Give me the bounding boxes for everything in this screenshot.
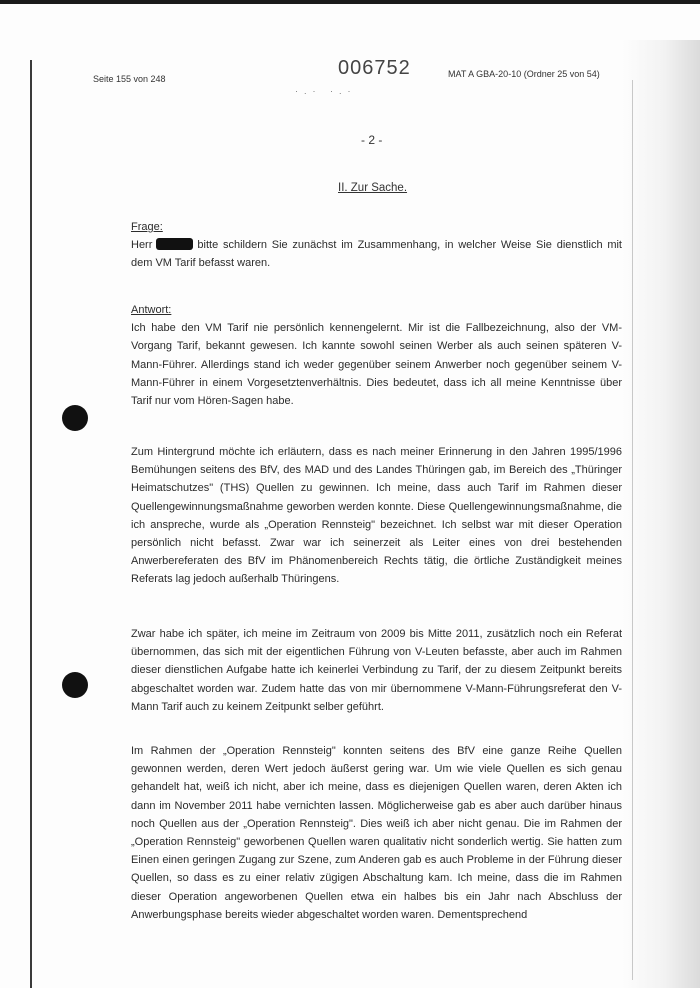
question-block <box>131 218 622 273</box>
paragraph-text: Im Rahmen der „Operation Rennsteig" konnten seitens des BfV eine ganze Reihe Quellen gewonnen werden, deren Wert jedoch äußerst gering war. Um wie viele Quellen es sich genau gehandelt hat, weiß ich nicht, aber ich meine, dass es diejenigen Quellen waren, deren Akten ich dann im November 2011 habe vernichten lassen. Möglicherweise gab es aber auch darüber hinaus noch Quellen aus der „Operation Rennsteig". Dies weiß ich aber nicht genau. Die im Rahmen der „Operation Rennsteig" geworbenen Quellen waren qualitativ nicht sonderlich wertig. Sie hatten zum Einen einen geringen Zugang zur Szene, zum Anderen gab es auch Probleme in der Führung dieser Quellen, so dass es zu einer relativ zügigen Abschaltung kam. Ich meine, dass die im Rahmen dieser Operation angeworbenen Quellen etwa ein halbes bis ein Jahr nach Abschluss der Anwerbungsphase bereits wieder abgeschaltet worden waren. Dementsprechend <box>131 745 622 921</box>
archive-reference: MAT A GBA-20-10 (Ordner 25 von 54) <box>448 69 600 79</box>
page-marker: - 2 - <box>361 133 383 147</box>
section-title-text: II. Zur Sache. <box>338 182 408 194</box>
punch-hole-lower <box>62 672 88 698</box>
section-title <box>338 182 407 194</box>
document-number: 006752 <box>338 57 411 79</box>
answer-block <box>131 301 622 410</box>
question-text-before: Herr <box>131 239 153 252</box>
punch-hole-upper <box>62 405 88 431</box>
paragraph-text: Zwar habe ich später, ich meine im Zeitraum von 2009 bis Mitte 2011, zusätzlich noch ein Referat übernommen, das sich mit der eigentlichen Führung von V-Leuten befasste, aber auch im Rahmen dieser dienstlichen Aufgabe hatte ich keinerlei Verbindung zu Tarif, der zu diesem Zeitpunkt bereits abgeschaltet worden war. Zudem hatte das von mir übernommene V-Mann-Führungsreferat den V-Mann Tarif auch zu keinem Zeitpunkt selber geführt. <box>131 628 622 713</box>
question-label: Frage: <box>131 221 163 233</box>
paragraph-text: Zum Hintergrund möchte ich erläutern, dass es nach meiner Erinnerung in den Jahren 1995/1996 Bemühungen seitens des BfV, des MAD und des Landes Thüringen gab, im Bereich des „Thüringer Heimatschutzes" (THS) Quellen zu gewinnen. Ich meine, dass auch Tarif im Rahmen dieser Quellengewinnungsmaßnahme geworben werden konnte. Diese Quellengewinnungsmaßnahme, die ich anspreche, wurde als „Operation Rennsteig" bezeichnet. Ich selbst war mit dieser Operation persönlich nicht befasst. Zwar war ich seinerzeit als Leiter eines von drei bestehenden Anwerbereferaten des BfV im Phänomenbereich Rechts tätig, die örtliche Zuständigkeit meines Referats lag jedoch außerhalb Thüringens. <box>131 446 622 586</box>
redaction-mark <box>156 238 193 250</box>
scan-fold-line <box>632 80 633 980</box>
answer-text: Ich habe den VM Tarif nie persönlich kennengelernt. Mir ist die Fallbezeichnung, also der VM-Vorgang Tarif, bekannt gewesen. Ich kannte sowohl seinen Werber als auch seinen späteren V-Mann-Führer. Allerdings stand ich weder gegenüber seinem Anwerber noch gegenüber seinem V-Mann-Führer in einem Vorgesetztenverhältnis. Dies bedeutet, dass ich all meine Kenntnisse über Tarif nur vom Hören-Sagen habe. <box>131 322 622 408</box>
paragraph-rennsteig <box>131 742 622 924</box>
scan-specks: ·.· ·.· <box>295 86 357 96</box>
paragraph-referat <box>131 625 622 716</box>
scan-left-edge <box>30 60 32 988</box>
page-reference: Seite 155 von 248 <box>93 74 166 84</box>
scan-right-shadow <box>622 40 700 988</box>
answer-label: Antwort: <box>131 304 172 316</box>
scan-top-edge <box>0 0 700 4</box>
paragraph-background <box>131 443 622 589</box>
question-text-after: bitte schildern Sie zunächst im Zusammenhang, in welcher Weise Sie dienstlich mit dem VM Tarif befasst waren. <box>131 239 622 270</box>
